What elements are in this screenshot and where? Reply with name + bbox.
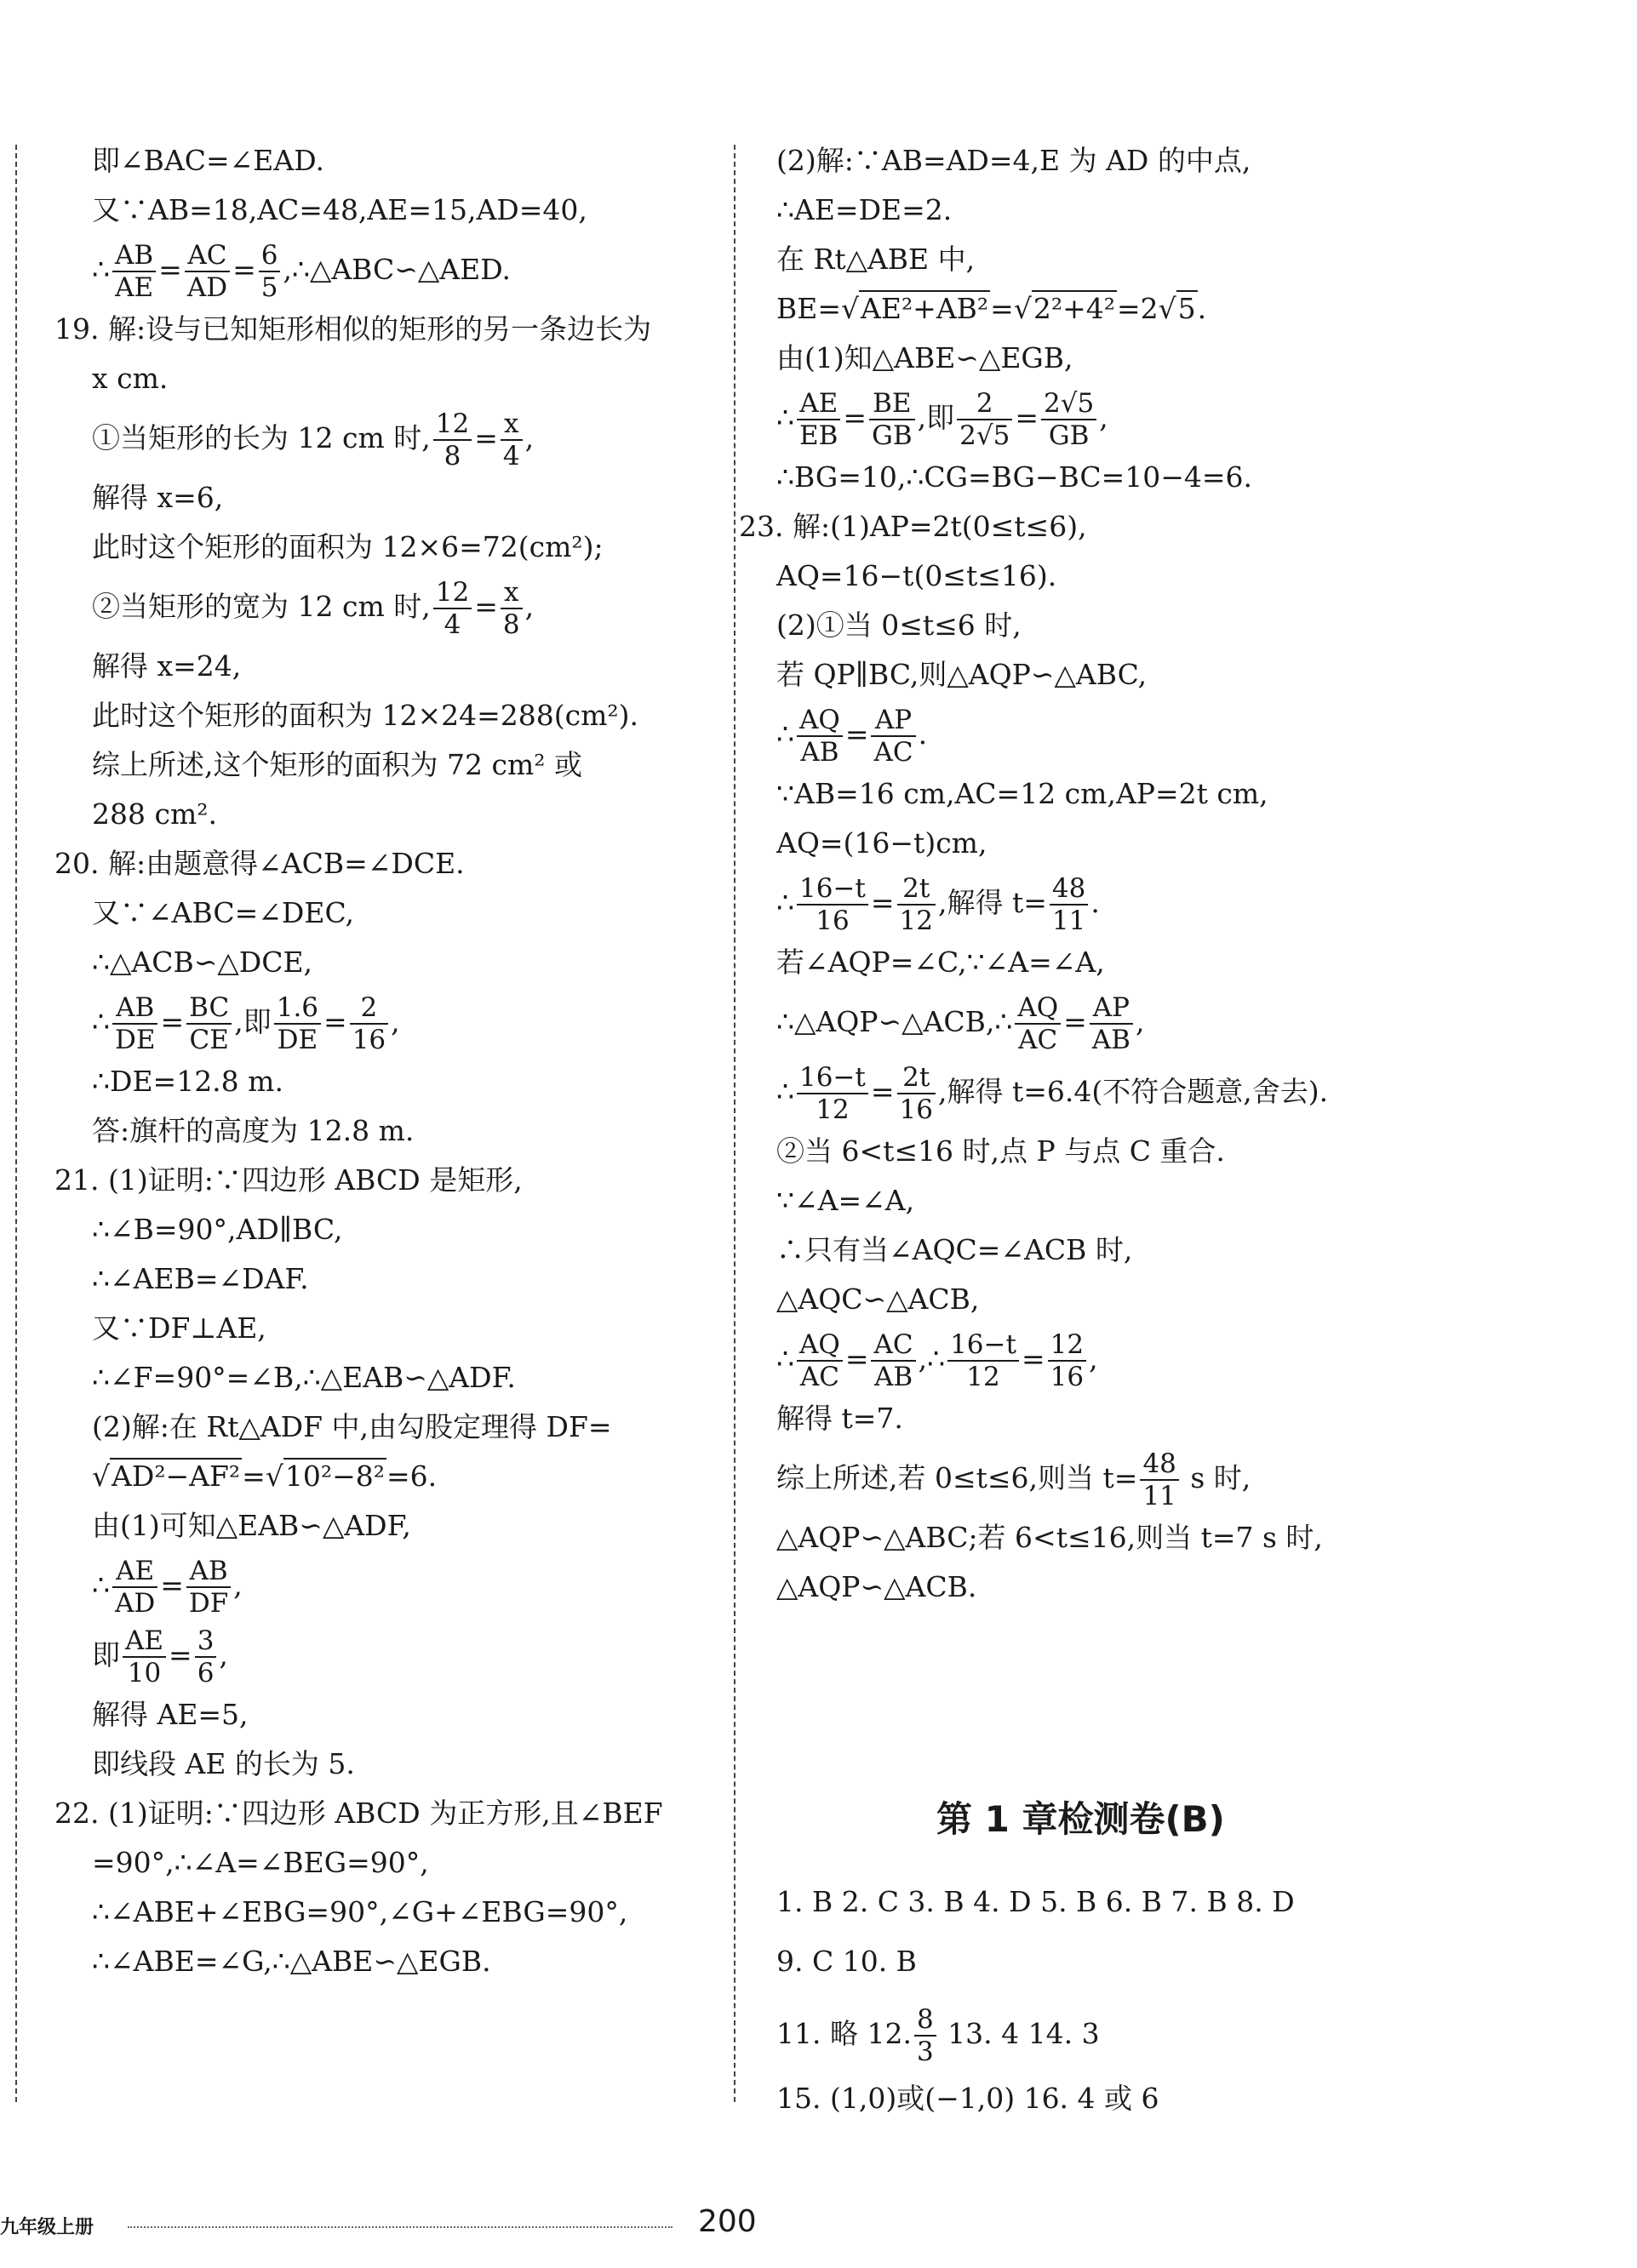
text-line: ∴ $\frac{AB}{AE}$ = $\frac{AC}{AD}$ = $\frac{6}{5}$ ,∴△ABC∽△AED. <box>92 240 511 303</box>
text-line: △AQP∽△ACB. <box>776 1570 977 1603</box>
left-column <box>54 136 705 1986</box>
grade-label: 九年级上册 <box>0 2217 94 2238</box>
text-line: (2)①当 0≤t≤6 时, <box>776 608 1022 642</box>
text-line: 此时这个矩形的面积为 12×6=72(cm²); <box>92 530 604 563</box>
text-line: ∴ $\frac{16-t}{16}$ = $\frac{2t}{12}$ ,解得 t= $\frac{48}{11}$ . <box>776 873 1100 936</box>
text-line: ②当 6<t≤16 时,点 P 与点 C 重合. <box>776 1134 1225 1168</box>
text-line: 由(1)知△ABE∽△EGB, <box>776 341 1073 374</box>
text-line: ∴ $\frac{AE}{EB}$ = $\frac{BE}{GB}$ ,即 $\frac{2}{2√5}$ = $\frac{2√5}{GB}$ , <box>776 388 1108 451</box>
text-line: ∴∠ABE+∠EBG=90°,∠G+∠EBG=90°, <box>92 1895 628 1928</box>
text-line: △AQC∽△ACB, <box>776 1283 980 1316</box>
question-23-line: 23. 解:(1)AP=2t(0≤t≤6), <box>739 510 1087 543</box>
right-column <box>739 136 1423 1612</box>
text-line: ∵∠A=∠A, <box>776 1184 915 1217</box>
fraction: $\frac{AC}{AD}$ <box>185 240 230 303</box>
footer-dotted-rule <box>128 2226 673 2228</box>
text-line: 解得 AE=5, <box>92 1698 249 1731</box>
fraction: $\frac{6}{5}$ <box>259 240 281 303</box>
text-line: ∵AB=16 cm,AC=12 cm,AP=2t cm, <box>776 777 1268 810</box>
column-divider <box>734 145 736 2102</box>
text-line: ∴ $\frac{16-t}{12}$ = $\frac{2t}{16}$ ,解得 t=6.4(不符合题意,舍去). <box>776 1062 1329 1125</box>
text-line: (2)解:∵AB=AD=4,E 为 AD 的中点, <box>776 144 1251 177</box>
text-line: 在 Rt△ABE 中, <box>776 243 976 276</box>
text-line: BE=√AE²+AB²=√2²+4²=2√5. <box>776 292 1207 325</box>
text-line: △AQP∽△ABC;若 6<t≤16,则当 t=7 s 时, <box>776 1521 1323 1554</box>
text-line: ①当矩形的长为 12 cm 时, $\frac{12}{8}$ = $\frac{x}{4}$ , <box>92 408 535 471</box>
text-line: ∴△ACB∽△DCE, <box>92 945 313 979</box>
text-line: 即∠BAC=∠EAD. <box>92 144 324 177</box>
text-line: 解得 t=7. <box>776 1402 903 1435</box>
text-line: ∴DE=12.8 m. <box>92 1065 283 1098</box>
text-line: ∴ $\frac{AQ}{AB}$ = $\frac{AP}{AC}$ . <box>776 705 928 768</box>
text-line: 即线段 AE 的长为 5. <box>92 1747 355 1780</box>
text-line: 若 QP∥BC,则△AQP∽△ABC, <box>776 658 1148 691</box>
answer-row: 1. B 2. C 3. B 4. D 5. B 6. B 7. B 8. D <box>776 1885 1295 1918</box>
answer-row: 11. 略 12. $\frac{8}{3}$ 13. 4 14. 3 <box>776 2004 1100 2067</box>
text-line: ∴只有当∠AQC=∠ACB 时, <box>776 1233 1133 1266</box>
text-line: 答:旗杆的高度为 12.8 m. <box>92 1114 415 1147</box>
text-line: √AD²−AF²=√10²−8²=6. <box>92 1460 438 1493</box>
text-line: ∴AE=DE=2. <box>776 193 953 226</box>
text-line: ∴BG=10,∴CG=BG−BC=10−4=6. <box>776 460 1253 494</box>
text-line: ∴∠F=90°=∠B,∴△EAB∽△ADF. <box>92 1361 516 1394</box>
text-line: ∴∠AEB=∠DAF. <box>92 1262 309 1295</box>
question-22-line: 22. (1)证明:∵四边形 ABCD 为正方形,且∠BEF <box>54 1797 663 1830</box>
text-line: ②当矩形的宽为 12 cm 时, $\frac{12}{4}$ = $\frac{x}{8}$ , <box>92 577 535 640</box>
answer-row: 9. C 10. B <box>776 1945 917 1978</box>
fraction: $\frac{AB}{AE}$ <box>112 240 156 303</box>
text-line: 又∵∠ABC=∠DEC, <box>92 896 355 929</box>
text-line: 又∵DF⊥AE, <box>92 1311 266 1345</box>
text-line: =90°,∴∠A=∠BEG=90°, <box>92 1846 429 1879</box>
text-line: ∴ $\frac{AE}{AD}$ = $\frac{AB}{DF}$ , <box>92 1556 243 1619</box>
section-title: 第 1 章检测卷(B) <box>936 1798 1225 1840</box>
text-line: 又∵AB=18,AC=48,AE=15,AD=40, <box>92 193 587 226</box>
page-number: 200 <box>698 2204 757 2239</box>
text-line: 综上所述,若 0≤t≤6,则当 t= $\frac{48}{11}$ s 时, <box>776 1448 1251 1511</box>
text-line: 综上所述,这个矩形的面积为 72 cm² 或 <box>92 748 582 781</box>
text-line: AQ=16−t(0≤t≤16). <box>776 559 1057 592</box>
text-line: (2)解:在 Rt△ADF 中,由勾股定理得 DF= <box>92 1410 612 1443</box>
question-21-line: 21. (1)证明:∵四边形 ABCD 是矩形, <box>54 1163 523 1197</box>
text-line: 解得 x=6, <box>92 481 224 514</box>
text-line: AQ=(16−t)cm, <box>776 826 987 860</box>
text-line: 若∠AQP=∠C,∵∠A=∠A, <box>776 945 1105 979</box>
text-line: ∴∠B=90°,AD∥BC, <box>92 1213 343 1246</box>
text-line: 由(1)可知△EAB∽△ADF, <box>92 1509 411 1542</box>
text-line: 解得 x=24, <box>92 649 242 683</box>
text-line: ∴△AQP∽△ACB,∴ $\frac{AQ}{AC}$ = $\frac{AP}{AB}$ , <box>776 992 1145 1055</box>
binding-cut-line <box>15 145 17 2102</box>
text-line: 288 cm². <box>92 797 217 831</box>
text-line: ∴∠ABE=∠G,∴△ABE∽△EGB. <box>92 1945 491 1978</box>
text-line: 即 $\frac{AE}{10}$ = $\frac{3}{6}$ , <box>92 1625 228 1688</box>
question-20-line: 20. 解:由题意得∠ACB=∠DCE. <box>54 847 465 880</box>
text-line: 此时这个矩形的面积为 12×24=288(cm²). <box>92 699 639 732</box>
text-line: ∴ $\frac{AQ}{AC}$ = $\frac{AC}{AB}$ ,∴ $\frac{16-t}{12}$ = $\frac{12}{16}$ , <box>776 1329 1098 1392</box>
text-line: x cm. <box>92 362 169 395</box>
question-19-line: 19. 解:设与已知矩形相似的矩形的另一条边长为 <box>54 312 652 346</box>
answer-row: 15. (1,0)或(−1,0) 16. 4 或 6 <box>776 2082 1159 2115</box>
text-line: ∴ $\frac{AB}{DE}$ = $\frac{BC}{CE}$ ,即 $\frac{1.6}{DE}$ = $\frac{2}{16}$ , <box>92 992 400 1055</box>
